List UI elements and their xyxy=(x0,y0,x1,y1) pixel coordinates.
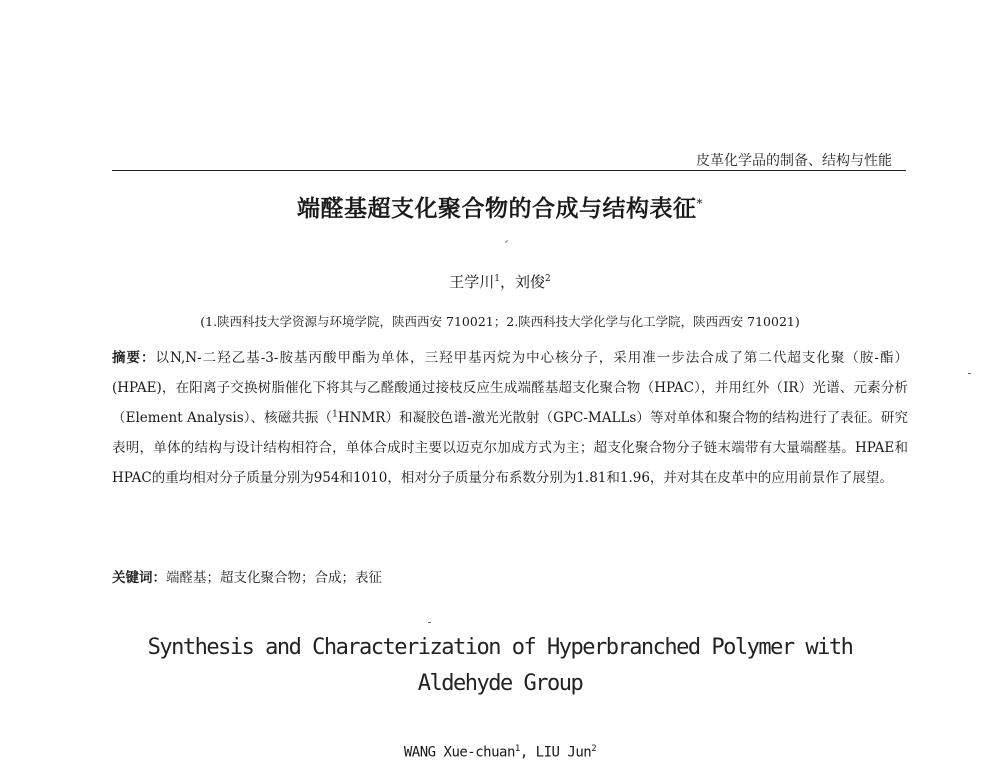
running-head: 皮革化学品的制备、结构与性能 xyxy=(696,153,892,169)
english-title xyxy=(0,630,1000,702)
keywords xyxy=(112,563,908,593)
scan-speck xyxy=(505,240,508,243)
title-footnote-mark: * xyxy=(696,196,703,211)
keywords-label: 关键词： xyxy=(112,570,166,586)
author-affiliation-mark: 2 xyxy=(545,274,551,284)
abstract-label: 摘要： xyxy=(112,350,156,366)
english-title-line: Aldehyde Group xyxy=(417,671,583,696)
author-separator: ， xyxy=(499,273,515,291)
abstract-text: 以N,N-二羟乙基-3-胺基丙酸甲酯为单体，三羟甲基丙烷为中心核分子，采用准一步法合成了第二代超支化聚（胺-酯）(HPAE)，在阳离子交换树脂催化下将其与乙醛酸通过接枝反应生成端醛基超支化聚合物（HPAC），并用红外（IR）光谱、元素分析（Element Analysis）、核磁共振（ xyxy=(112,350,909,426)
author-affiliation-mark: 1 xyxy=(494,274,500,284)
english-author-affiliation-mark: 1 xyxy=(514,744,520,754)
scan-speck xyxy=(428,622,431,623)
abstract xyxy=(112,343,908,493)
author-name: 刘俊 xyxy=(515,273,546,291)
author-name: 王学川 xyxy=(449,273,495,291)
header-rule xyxy=(112,170,906,171)
english-authors xyxy=(0,744,1000,761)
scan-speck xyxy=(968,373,971,374)
title-text: 端醛基超支化聚合物的合成与结构表征 xyxy=(297,195,697,222)
authors-line xyxy=(0,271,1000,292)
affiliations: (1.陕西科技大学资源与环境学院，陕西西安 710021；2.陕西科技大学化学与化工学院，陕西西安 710021) xyxy=(200,314,800,329)
english-author-separator: , xyxy=(519,744,536,761)
english-author-affiliation-mark: 2 xyxy=(591,744,597,754)
english-title-line: Synthesis and Characterization of Hyperbranched Polymer with xyxy=(147,635,853,660)
isotope-superscript: 1 xyxy=(332,409,338,420)
abstract-text-continued: HNMR）和凝胶色谱-激光光散射（GPC-MALLs）等对单体和聚合物的结构进行了表征。研究表明，单体的结构与设计结构相符合，单体合成时主要以迈克尔加成方式为主；超支化聚合物分子链末端带有大量端醛基。HPAE和HPAC的重均相对分子质量分别为954和1010，相对分子质量分布系数分别为1.81和1.96，并对其在皮革中的应用前景作了展望。 xyxy=(112,410,908,486)
english-author-name: LIU Jun xyxy=(535,744,592,761)
keywords-text: 端醛基；超支化聚合物；合成；表征 xyxy=(166,570,382,586)
paper-title xyxy=(0,190,1000,223)
english-author-name: WANG Xue-chuan xyxy=(403,744,515,761)
